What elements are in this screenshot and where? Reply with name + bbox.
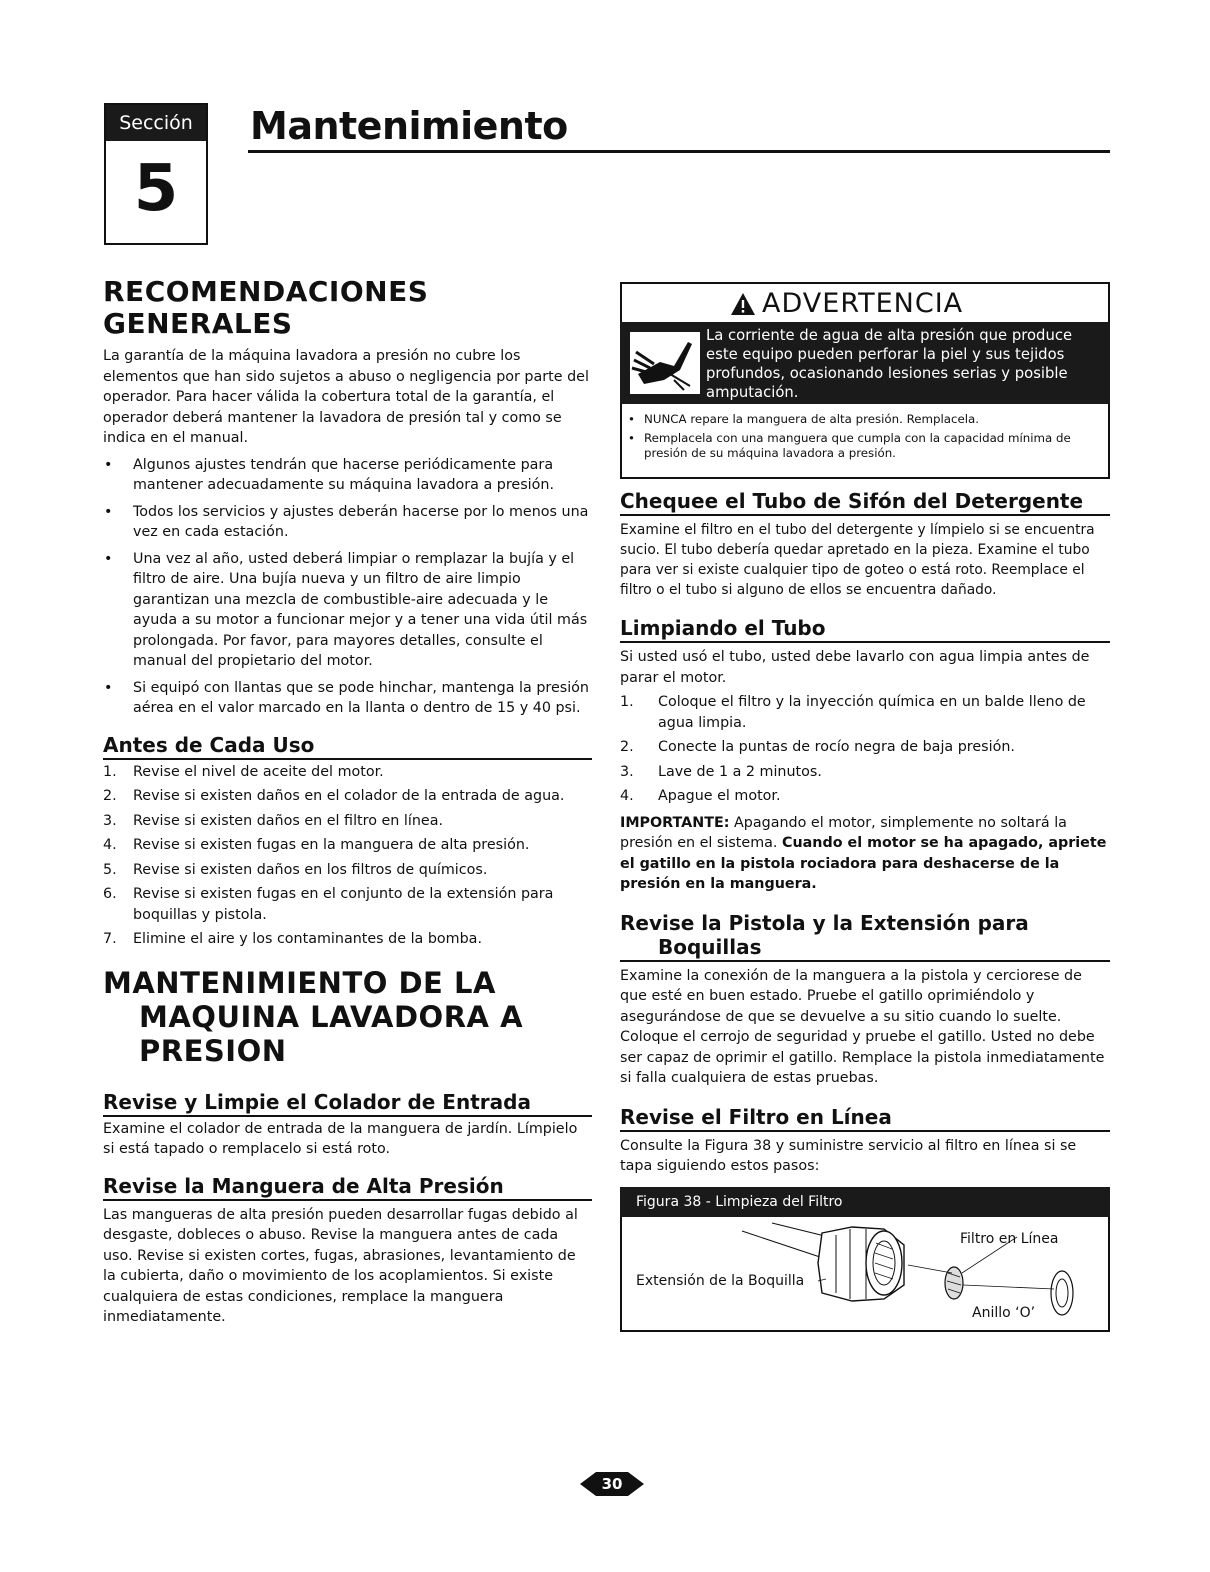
siphon-heading: Chequee el Tubo de Sifón del Detergente bbox=[620, 489, 1110, 516]
cleaning-steps bbox=[620, 692, 1110, 807]
list-item: • Todos los servicios y ajustes deberán hacerse por lo menos una vez en cada estación. bbox=[104, 503, 589, 540]
before-use-heading: Antes de Cada Uso bbox=[103, 733, 592, 760]
section-number: 5 bbox=[133, 152, 179, 226]
cleaning-intro: Si usted usó el tubo, usted debe lavarlo con agua limpia antes de parar el motor. bbox=[620, 649, 1090, 686]
list-item: 2. Conecte la puntas de rocío negra de baja presión. bbox=[620, 739, 1015, 755]
list-item: 5. Revise si existen daños en los filtros de químicos. bbox=[103, 861, 488, 878]
list-item: 2. Revise si existen daños en el colador de la entrada de agua. bbox=[103, 788, 565, 804]
hose-text: Las mangueras de alta presión pueden desarrollar fugas debido al desgaste, dobleces o abuso. Revise la manguera antes de cada uso. Revise si existen cortes, fugas, abrasiones, levantamiento de la cubierta, daño o movimiento de los acoplamientos. Si existe cualquiera de estas condiciones, remplace la manguera inmediatamente. bbox=[103, 1206, 578, 1325]
strainer-text: Examine el colador de entrada de la manguera de jardín. Límpielo si está tapado o remplacelo si está roto. bbox=[103, 1120, 578, 1157]
page-number: 30 bbox=[601, 1475, 623, 1493]
section-label: Sección bbox=[106, 105, 206, 141]
warning-text: La corriente de agua de alta presión que produce este equipo pueden perforar la piel y sus tejidos profundos, ocasionando lesiones serias y posible amputación. bbox=[706, 327, 1073, 401]
figure-label-filter: Filtro en Línea bbox=[960, 1230, 1059, 1247]
strainer-heading: Revise y Limpie el Colador de Entrada bbox=[103, 1090, 592, 1117]
maintenance-heading: MANTENIMIENTO DE LA MAQUINA LAVADORA A PRESION bbox=[103, 965, 524, 1068]
page-title: Mantenimiento bbox=[250, 104, 568, 148]
list-item: 4. Apague el motor. bbox=[620, 788, 781, 804]
left-column bbox=[103, 276, 592, 1328]
list-item: • NUNCA repare la manguera de alta presión. Remplacela. bbox=[628, 412, 979, 426]
hose-heading: Revise la Manguera de Alta Presión bbox=[103, 1174, 592, 1201]
filter-diagram bbox=[622, 1189, 1108, 1330]
title-divider bbox=[248, 150, 1110, 153]
page-number-badge bbox=[580, 1466, 644, 1502]
figure-label-oring: Anillo ‘O’ bbox=[972, 1304, 1036, 1321]
general-intro: La garantía de la máquina lavadora a presión no cubre los elementos que han sido sujetos a abuso o negligencia por parte del operador. Para hacer válida la cobertura total de la garantía, el operador deberá mantener la lavadora de presión tal y como se indica en el manual. bbox=[103, 348, 589, 446]
inline-filter-text: Consulte la Figura 38 y suministre servicio al filtro en línea si se tapa siguiendo estos pasos: bbox=[620, 1137, 1077, 1174]
right-column bbox=[620, 282, 1110, 1332]
list-item: • Si equipó con llantas que se pode hinchar, mantenga la presión aérea en el valor marcado en la llanta o dentro de 15 y 40 psi. bbox=[104, 679, 589, 716]
section-badge bbox=[104, 103, 208, 245]
warning-triangle-icon bbox=[730, 292, 756, 316]
cleaning-heading: Limpiando el Tubo bbox=[620, 616, 1110, 643]
figure-38 bbox=[620, 1187, 1110, 1332]
warning-bullet-list bbox=[622, 412, 1104, 465]
list-item: • Una vez al año, usted deberá limpiar o remplazar la bujía y el filtro de aire. Una bujía nueva y un filtro de aire limpio garantizan una mezcla de combustible-aire adecuada y le ayuda a su motor a funcionar mejor y a tener una vida útil más prolongada. Por favor, para mayores detalles, consulte el manual del propietario del motor. bbox=[104, 550, 588, 669]
general-bullet-list bbox=[103, 455, 592, 719]
list-item: 1. Revise el nivel de aceite del motor. bbox=[103, 763, 384, 780]
list-item: 6. Revise si existen fugas en el conjunto de la extensión para boquillas y pistola. bbox=[103, 886, 554, 923]
spray-injection-hazard-icon bbox=[630, 332, 700, 394]
warning-panel bbox=[620, 322, 1110, 404]
gun-heading: Revise la Pistola y la Extensión para Boquillas bbox=[620, 911, 1110, 962]
list-item: • Remplacela con una manguera que cumpla con la capacidad mínima de presión de su máquina lavadora a presión. bbox=[628, 430, 1071, 460]
list-item: • Algunos ajustes tendrán que hacerse periódicamente para mantener adecuadamente su máquina lavadora a presión. bbox=[104, 456, 555, 493]
general-heading: RECOMENDACIONES GENERALES bbox=[103, 275, 429, 340]
siphon-text: Examine el filtro en el tubo del detergente y límpielo si se encuentra sucio. El tubo debería quedar apretado en la pieza. Examine el tubo para ver si existe cualquier tipo de goteo o está roto. Reemplace el filtro o el tubo si alguno de ellos se encuentra dañado. bbox=[620, 522, 1095, 598]
list-item: 3. Lave de 1 a 2 minutos. bbox=[620, 763, 822, 780]
inline-filter-heading: Revise el Filtro en Línea bbox=[620, 1105, 1110, 1132]
list-item: 7. Elimine el aire y los contaminantes de la bomba. bbox=[103, 931, 482, 947]
list-item: 4. Revise si existen fugas en la manguera de alta presión. bbox=[103, 837, 530, 853]
gun-text: Examine la conexión de la manguera a la pistola y cerciorese de que esté en buen estado. Pruebe el gatillo oprimiéndolo y asegurándose de que se devuelve a su sitio cuando lo suelte. Coloque el cerrojo de seguridad y pruebe el gatillo. Usted no debe ser capaz de oprimir el gatillo. Remplace la pistola inmediatamente si falla cualquiera de estas pruebas. bbox=[620, 967, 1105, 1086]
important-note: IMPORTANTE: Apagando el motor, simplemente no soltará la presión en el sistema. Cuando el motor se ha apagado, apriete el gatillo en la pistola rociadora para deshacerse de la presión en la manguera. bbox=[620, 814, 1107, 892]
warning-box bbox=[620, 282, 1110, 479]
list-item: 1. Coloque el filtro y la inyección química en un balde lleno de agua limpia. bbox=[620, 694, 1086, 731]
warning-title: ADVERTENCIA bbox=[762, 288, 964, 319]
figure-label-nozzle: Extensión de la Boquilla bbox=[636, 1272, 805, 1289]
figure-title: Figura 38 - Limpieza del Filtro bbox=[620, 1187, 1110, 1217]
before-use-list bbox=[103, 762, 592, 950]
list-item: 3. Revise si existen daños en el filtro en línea. bbox=[103, 812, 444, 829]
